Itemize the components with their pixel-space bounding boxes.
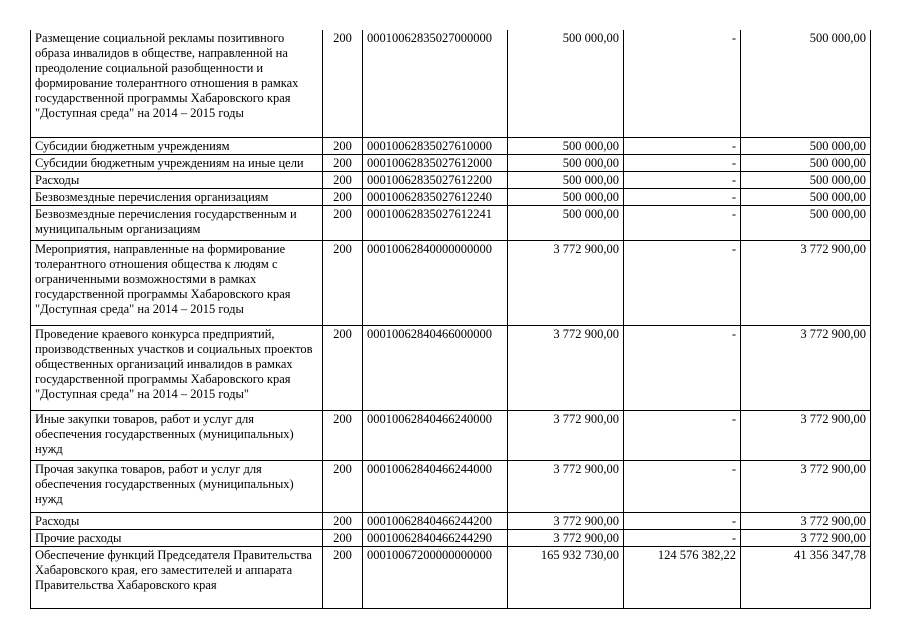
table-row xyxy=(31,205,871,240)
classification-code-cell: 00010062840466244290 xyxy=(363,529,508,546)
table-row xyxy=(31,529,871,546)
admin-code-cell: 200 xyxy=(323,325,363,410)
executed-amount-cell: - xyxy=(624,325,741,410)
description-cell: Расходы xyxy=(31,171,323,188)
classification-code-cell: 00010062840466244200 xyxy=(363,512,508,529)
unexecuted-amount-cell: 3 772 900,00 xyxy=(741,529,871,546)
unexecuted-amount-cell: 500 000,00 xyxy=(741,154,871,171)
unexecuted-amount-cell: 500 000,00 xyxy=(741,188,871,205)
admin-code-cell: 200 xyxy=(323,410,363,460)
classification-code-cell: 00010062835027000000 xyxy=(363,30,508,137)
approved-amount-cell: 3 772 900,00 xyxy=(508,512,624,529)
classification-code-cell: 00010062840000000000 xyxy=(363,240,508,325)
classification-code-cell: 00010062835027612000 xyxy=(363,154,508,171)
admin-code-cell: 200 xyxy=(323,512,363,529)
admin-code-cell: 200 xyxy=(323,460,363,512)
unexecuted-amount-cell: 3 772 900,00 xyxy=(741,460,871,512)
executed-amount-cell: 124 576 382,22 xyxy=(624,546,741,608)
budget-execution-table xyxy=(30,30,871,609)
executed-amount-cell: - xyxy=(624,205,741,240)
description-cell: Прочие расходы xyxy=(31,529,323,546)
description-cell: Проведение краевого конкурса предприятий, производственных участков и социальных проектов общественных организаций инвалидов в рамках государственной программы Хабаровского края "Доступная среда" на 2014 – 2015 годы" xyxy=(31,325,323,410)
classification-code-cell: 00010062840466240000 xyxy=(363,410,508,460)
table-row xyxy=(31,240,871,325)
description-cell: Безвозмездные перечисления государственным и муниципальным организациям xyxy=(31,205,323,240)
admin-code-cell: 200 xyxy=(323,188,363,205)
executed-amount-cell: - xyxy=(624,410,741,460)
table-row xyxy=(31,30,871,137)
table-row xyxy=(31,546,871,608)
executed-amount-cell: - xyxy=(624,171,741,188)
unexecuted-amount-cell: 3 772 900,00 xyxy=(741,410,871,460)
classification-code-cell: 00010062840466000000 xyxy=(363,325,508,410)
executed-amount-cell: - xyxy=(624,529,741,546)
table-row xyxy=(31,325,871,410)
approved-amount-cell: 500 000,00 xyxy=(508,30,624,137)
executed-amount-cell: - xyxy=(624,154,741,171)
approved-amount-cell: 3 772 900,00 xyxy=(508,240,624,325)
executed-amount-cell: - xyxy=(624,460,741,512)
classification-code-cell: 00010062835027612241 xyxy=(363,205,508,240)
approved-amount-cell: 3 772 900,00 xyxy=(508,325,624,410)
executed-amount-cell: - xyxy=(624,188,741,205)
approved-amount-cell: 165 932 730,00 xyxy=(508,546,624,608)
description-cell: Субсидии бюджетным учреждениям на иные цели xyxy=(31,154,323,171)
description-cell: Размещение социальной рекламы позитивного образа инвалидов в обществе, направленной на преодоление социальной разобщенности и формирование толерантного отношения в рамках государственной программы Хабаровского края "Доступная среда" на 2014 – 2015 годы xyxy=(31,30,323,137)
description-cell: Расходы xyxy=(31,512,323,529)
unexecuted-amount-cell: 500 000,00 xyxy=(741,137,871,154)
description-cell: Обеспечение функций Председателя Правительства Хабаровского края, его заместителей и аппарата Правительства Хабаровского края xyxy=(31,546,323,608)
approved-amount-cell: 500 000,00 xyxy=(508,171,624,188)
admin-code-cell: 200 xyxy=(323,546,363,608)
description-cell: Субсидии бюджетным учреждениям xyxy=(31,137,323,154)
approved-amount-cell: 500 000,00 xyxy=(508,205,624,240)
approved-amount-cell: 500 000,00 xyxy=(508,137,624,154)
description-cell: Иные закупки товаров, работ и услуг для обеспечения государственных (муниципальных) нужд xyxy=(31,410,323,460)
classification-code-cell: 00010062835027612240 xyxy=(363,188,508,205)
table-row xyxy=(31,137,871,154)
unexecuted-amount-cell: 3 772 900,00 xyxy=(741,512,871,529)
executed-amount-cell: - xyxy=(624,240,741,325)
admin-code-cell: 200 xyxy=(323,30,363,137)
description-cell: Прочая закупка товаров, работ и услуг для обеспечения государственных (муниципальных) нужд xyxy=(31,460,323,512)
unexecuted-amount-cell: 41 356 347,78 xyxy=(741,546,871,608)
executed-amount-cell: - xyxy=(624,30,741,137)
approved-amount-cell: 3 772 900,00 xyxy=(508,460,624,512)
admin-code-cell: 200 xyxy=(323,154,363,171)
description-cell: Мероприятия, направленные на формирование толерантного отношения общества к людям с ограниченными возможностями в рамках государственной программы Хабаровского края "Доступная среда" на 2014 – 2015 годы xyxy=(31,240,323,325)
approved-amount-cell: 500 000,00 xyxy=(508,188,624,205)
executed-amount-cell: - xyxy=(624,512,741,529)
table-row xyxy=(31,512,871,529)
unexecuted-amount-cell: 3 772 900,00 xyxy=(741,240,871,325)
unexecuted-amount-cell: 500 000,00 xyxy=(741,205,871,240)
classification-code-cell: 00010062835027610000 xyxy=(363,137,508,154)
unexecuted-amount-cell: 500 000,00 xyxy=(741,171,871,188)
table-row xyxy=(31,460,871,512)
unexecuted-amount-cell: 3 772 900,00 xyxy=(741,325,871,410)
table-row xyxy=(31,171,871,188)
admin-code-cell: 200 xyxy=(323,171,363,188)
admin-code-cell: 200 xyxy=(323,205,363,240)
approved-amount-cell: 500 000,00 xyxy=(508,154,624,171)
admin-code-cell: 200 xyxy=(323,137,363,154)
approved-amount-cell: 3 772 900,00 xyxy=(508,529,624,546)
admin-code-cell: 200 xyxy=(323,529,363,546)
table-row xyxy=(31,188,871,205)
approved-amount-cell: 3 772 900,00 xyxy=(508,410,624,460)
admin-code-cell: 200 xyxy=(323,240,363,325)
classification-code-cell: 00010062835027612200 xyxy=(363,171,508,188)
table-row xyxy=(31,154,871,171)
table-row xyxy=(31,410,871,460)
classification-code-cell: 00010062840466244000 xyxy=(363,460,508,512)
description-cell: Безвозмездные перечисления организациям xyxy=(31,188,323,205)
classification-code-cell: 00010067200000000000 xyxy=(363,546,508,608)
unexecuted-amount-cell: 500 000,00 xyxy=(741,30,871,137)
executed-amount-cell: - xyxy=(624,137,741,154)
